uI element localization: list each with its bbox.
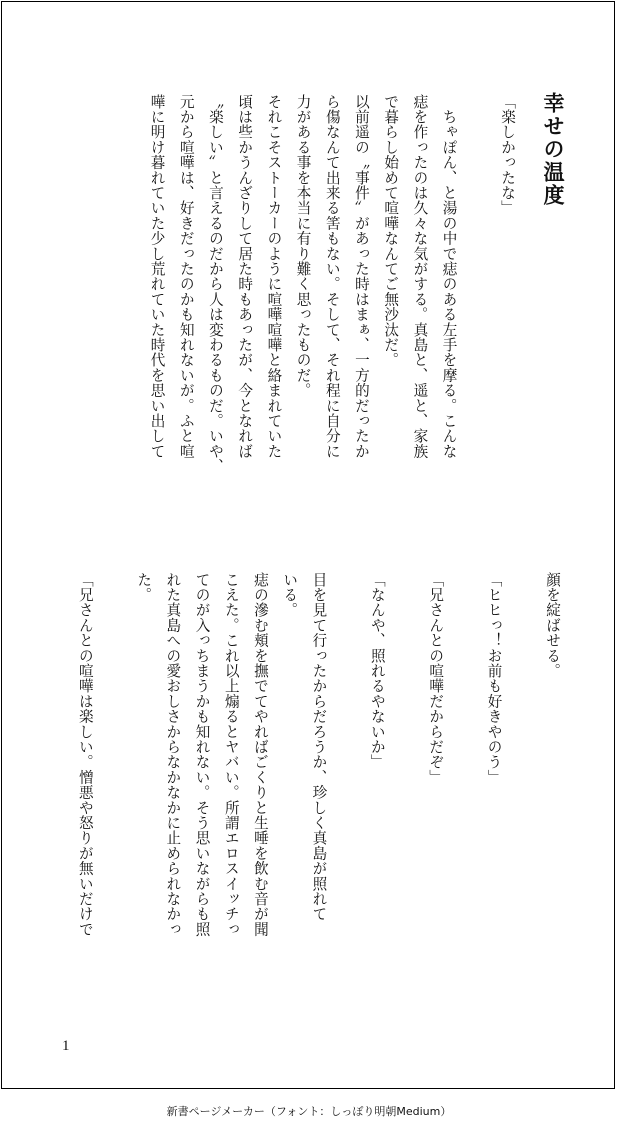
story-title: 幸せの温度 bbox=[541, 92, 566, 207]
page-number: 1 bbox=[62, 1038, 70, 1054]
footer-credit: 新書ページメーカー（フォント：しっぽり明朝Medium） bbox=[166, 1105, 452, 1118]
bottom-text-column: 顔を綻ばせる。 「ヒヒっ！お前も好きやのう」 「兄さんとの喧嘩だからだぞ」 「なんや、照れるやないか」 目を見て行ったからだろうか、珍しく真島が照れて いる。 痣の滲む頬を撫でてやればごくりと生唾を飲む音が聞 こえた。これ以上煽るとヤバい。所謂エロスイッチっ てのが入っちまうかも知れない。そう思いながらも照 れた真島への愛おしさからなかなかに止められなかっ た。 「兄さんとの喧嘩は楽しい。憎悪や怒りが無いだけで bbox=[76, 572, 561, 937]
top-text-column: 「楽しかったな」 ちゃぽん、と湯の中で痣のある左手を摩る。こんな 痣を作ったのは久々な気がする。真島と、遥と、家族 で暮らし始めて喧嘩なんてご無沙汰だ。 以前遥の〝事件〟があった時はまぁ、一方的だったか ら傷なんて出来る筈もない。そして、それ程に自分に 力がある事を本当に有り難く思ったものだ。 それこそストーカーのように喧嘩喧嘩と絡まれていた 頃は些かうんざりして居た時もあったが、今となれば 〝楽しい〟と言えるのだから人は変わるものだ。いや、 元から喧嘩は、好きだったのかも知れないが。ふと喧 嘩に明け暮れていた少し荒れていた時代を思い出して bbox=[148, 94, 516, 474]
book-page bbox=[1, 1, 615, 1089]
